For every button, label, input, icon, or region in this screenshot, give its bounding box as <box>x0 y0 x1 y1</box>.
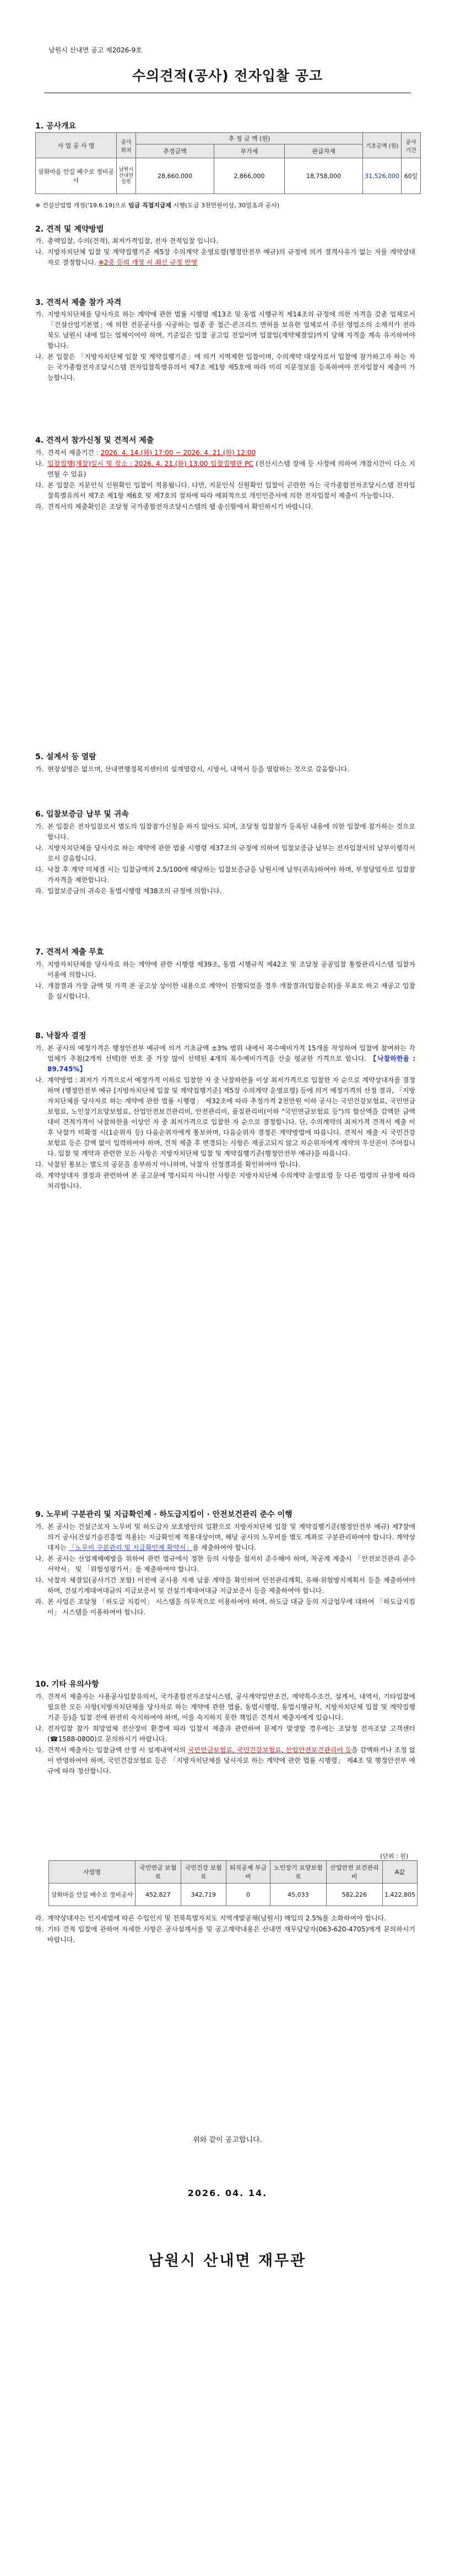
col-estimate: 추 정 금 액 (원) <box>136 133 363 144</box>
list-item: 라. 입찰보증금의 귀속은 동법시행령 제38조의 규정에 의합니다. <box>35 887 222 895</box>
section-7-body <box>35 959 415 1002</box>
list-item: 나. 계약방법 : 최저가 가격으로서 예정가격 이하로 입찰한 자 중 낙찰하한율 이상 최저가격으로 입찰한 자 순으로 계약상대자를 결정하며 (행정안전부 예규 [지방자치단체 입찰 및 계약집행기준] 제5장 수의계약 운영요령) 등에 의거 예정가격의 산정 결과, 「지방자치단체를 당사자로 하는 계약에 관한 법률 시행령」 제32조에 따라 추정가격 2천만원 이하 공사는 국민건강보험료, 국민연금보험료, 노인장기요양보험료, 산업안전보건관리비, 안전관리비, 품질관리비(이하 "국민연금보험료 등")의 합산액을 감액한 금액 대비 견적가격이 낙찰하한율 이상인 자 중 최저가격으로 입찰한 자 순으로 결정합니다. 단, 수의계약의 최저가격 견적서 제출 이후 낙찰가 미확정 시(1순위자 등) 다음순위자에게 통보하며, 다음순위자 결정은 계약방법에 따릅니다. 견적서 제출 시 국민건강보험료 등은 감액 없이 입력하여야 하며, 견적 제출 후 변경되는 사항은 재공고되지 않고 차순위자에게 계약의 우선권이 주어집니다. 입찰 및 계약과 관련한 모든 사항은 지방자치단체 입찰 및 계약집행기준(행정안전부 예규)을 따릅니다. <box>35 1076 415 1157</box>
section-4-body <box>35 448 415 513</box>
section-5-heading: 5. 설계서 등 열람 <box>35 753 96 761</box>
cell-a-value: 1,422,805 <box>382 1883 417 1906</box>
section-10-body <box>35 1692 415 1777</box>
col-safety: 산업안전 보건관리비 <box>326 1861 382 1883</box>
list-item: 가. 견적서 제출기간 : 2026. 4. 14.(화) 17:00 ~ 2026. 4. 21.(화) 12:00 <box>35 449 256 457</box>
list-item: 가. 본 공사는 건설근로자 노무비 및 하도급자 보호방안의 일환으로 지방자치단체 입찰 및 계약집행기준(행정안전부 예규) 제7장에 의거 공사(건설기술진흥법 적용)는 지급확인제 적용대상이며, 해당 공사의 노무비를 별도 계좌로 구분관리하여야 합니다. 계약상대자는 「노무비 구분관리 및 지급확인제 확약서」를 제출하여야 합니다. <box>35 1523 415 1552</box>
list-item: 라. 계약상대자는 인지세법에 따른 수입인지 및 전북특별자치도 지역개발공채(남원시) 매입의 2.5%를 소화하여야 합니다. <box>35 1914 387 1922</box>
unit-label: (단위 : 원) <box>380 1853 409 1860</box>
cell-est-total: 28,660,000 <box>136 158 214 194</box>
col-base-amount: 기초금액 (원) <box>363 133 402 158</box>
section-9-heading: 9. 노무비 구분관리 및 지급확인제 · 하도급지킴이 · 안전보건관리 준수 이행 <box>35 1510 292 1519</box>
notice-number: 남원시 산내면 공고 제2026-9호 <box>48 46 142 54</box>
cell-project-name: 삼화마을 안길 배수로 정비공사 <box>36 158 117 194</box>
list-item: 라. 견적서의 제출확인은 조달청 국가종합전자조달시스템의 웹 송신함에서 확인하시기 바랍니다. <box>35 503 313 511</box>
cell-vat: 2,866,000 <box>214 158 285 194</box>
table-row <box>49 1883 418 1906</box>
col-vat: 부가세 <box>214 144 285 158</box>
section-2-heading: 2. 견적 및 계약방법 <box>35 225 104 234</box>
list-item: 다. 본 입찰은 지문인식 신원확인 입찰이 적용됩니다. 다만, 지문인식 신원확인 입찰이 곤란한 자는 국가종합전자조달시스템 전자입찰특별유의서 제7조 제1항 제6호 및 제7호의 절차에 따라 예외적으로 개인인증서에 의한 전자입찰서 제출이 가능합니다. <box>35 481 415 500</box>
list-item: 나. 입찰집행(개찰)일시 및 장소 : 2026. 4. 21.(화) 13:00 입찰집행관 PC (전산시스템 장애 등 사정에 의하여 개찰시간이 다소 지연될 수 있음) <box>35 460 415 478</box>
cell-base-amount: 31,526,000 <box>363 158 402 194</box>
section-3-heading: 3. 견적서 제출 참가 자격 <box>35 298 122 307</box>
section-8-heading: 8. 낙찰자 결정 <box>35 1032 86 1040</box>
issuer-name: 남원시 산내면 재무관 <box>148 2252 307 2269</box>
section-2-body <box>35 236 415 269</box>
col-project: 사업명 <box>49 1861 136 1883</box>
col-retirement: 퇴직공제 부금비 <box>226 1861 270 1883</box>
cell-safety: 582,226 <box>326 1883 382 1906</box>
project-overview-table <box>35 132 421 194</box>
list-item: 가. 지방자치단체를 당사자로 하는 계약에 관한 법률 시행령 제13조 및 동법 시행규칙 제14조의 규정에 의한 자격을 갖춘 업체로서 「건설산업기본법」에 의한 전문공사를 시공하는 업종 중 철근·콘크리트 면허를 보유한 업체로서 주된 영업소의 소재지가 전라북도 남원시 내에 있는 업체이어야 하며, 기준일은 입찰 공고일 전일이며 입찰일(계약체결일)까지 당해 자격을 계속 유지하여야 합니다. <box>35 310 415 350</box>
section-7-heading: 7. 견적서 제출 무효 <box>35 948 104 957</box>
cell-pension: 452,827 <box>136 1883 181 1906</box>
notice-date: 2026. 04. 14. <box>187 2188 268 2198</box>
col-a-value: A값 <box>382 1861 417 1883</box>
cell-health: 342,719 <box>181 1883 226 1906</box>
list-item: 가. 지방자치단체를 당사자로 하는 계약에 관한 시행령 제39조, 동법 시행규칙 제42조 및 조달청 공공입찰 통합관리시스템 입찰자 이용에 의합니다. <box>35 960 415 979</box>
section-6-body <box>35 822 415 897</box>
section-8-body <box>35 1043 415 1192</box>
section-5-body <box>35 764 415 775</box>
list-item: 나. 개찰결과 가장 금액 및 가격 본 공고상 상이한 내용으로 계약이 진행되었을 경우 개찰결과(입찰순위)를 무효로 하고 재공고 입찰을 실시합니다. <box>35 982 415 1000</box>
col-location: 공사위치 <box>117 133 136 158</box>
list-item: 다. 낙찰자 체결일(공사기간 포함) 이전에 공사용 자재 납품 계약을 확인하여 안전관리계획, 유해·위험방지계획서 등을 제출하여야 하며, 건설기계대여대금의 지급보증서 및 건설기계대여대금 지급보증서 등을 제출하여야 합니다. <box>35 1576 415 1595</box>
insurance-fee-table <box>48 1860 418 1906</box>
col-est-total: 추정금액 <box>136 144 214 158</box>
list-item: 가. 견적서 제출자는 사용공사입찰유의서, 국가종합전자조달시스템, 공사계약일반조건, 계약특수조건, 설계서, 내역서, 기타입찰에 필요한 모든 사항(지방자치단체를 당사자로 하는 계약에 관한 법률, 동법시행령, 동법시행규칙, 지방자치단체 입찰 및 계약집행기준 등)을 입찰 전에 완전히 숙지하여야 하며, 이를 숙지하지 못한 책임은 견적서 제출자에게 있습니다. <box>35 1693 415 1721</box>
list-item: 나. 본 공사는 산업재해예방을 위하여 관련 법규에서 정한 등의 사항을 철저히 준수해야 하며, 착공계 제출시 「안전보건관리 준수 서약서」 및 「위험성평가서」를 제출하여야 합니다. <box>35 1555 415 1573</box>
list-item: 나. 지방자치단체를 당사자로 하는 계약에 관한 법률 시행령 제37조의 규정에 의하여 입찰보증금 납부는 전자입찰서의 납부이행각서로서 갈음합니다. <box>35 844 415 862</box>
list-item: 다. 낙찰된 통보는 별도의 공문을 송부하지 아니하며, 낙찰자 선정결과를 확인하여야 합니다. <box>35 1161 301 1168</box>
list-item: 가. 본 입찰은 전자입찰로서 별도의 입찰참가신청을 하지 않아도 되며, 조달청 입찰참가 등록된 내용에 의한 입찰에 참가하는 것으로 합니다. <box>35 823 415 841</box>
section-10-heading: 10. 기타 유의사항 <box>35 1680 99 1689</box>
col-longterm-care: 노인장기 요양보험료 <box>270 1861 327 1883</box>
list-item: 가. 본 공사의 예정가격은 행정안전부 예규에 의거 기초금액 ±3% 범위 내에서 복수예비가격 15개를 작성하여 입찰에 참여하는 각 업체가 추첨(2개씩 선택)한 번호 중 가장 많이 선택된 4개의 복수예비가격을 산술 평균한 가격으로 합니다. 【낙찰하한율 : 89.745%】 <box>35 1044 415 1073</box>
wage-payment-note: ※ 건설산업법 개정('19.6.19)으로 임금 직접지급제 시행(도급 3천만원이상, 30일초과 공사) <box>35 202 279 209</box>
list-item: 다. 견적서 제출자는 입찰금액 산정 시 설계내역서의 국민연금보험료, 국민건강보험료, 산업안전보건관리비 등을 감액하거나 조정 없이 반영하여야 하며, 국민건강보험료 등은 「지방자치단체를 당사자로 하는 계약에 관한 법률 시행령」 제4조 및 행정안전부 예규에 따라 정산합니다. <box>35 1746 415 1775</box>
notice-closing: 위와 같이 공고합니다. <box>193 2136 262 2144</box>
cell-longterm-care: 45,033 <box>270 1883 327 1906</box>
cell-project: 삼화마을 안길 배수로 정비공사 <box>49 1883 136 1906</box>
col-period: 공사 기간 <box>402 133 421 158</box>
list-item: 나. 지방자치단체 입찰 및 계약집행기준 제5장 수의계약 운영요령(행정안전부 예규)의 규정에 의거 결격사유가 없는 자를 계약상대자로 결정합니다. ※2중 등의 개정 시 최신 규정 반영 <box>35 248 415 266</box>
col-materials: 관급자재 <box>284 144 362 158</box>
section-3-body <box>35 309 415 384</box>
cell-retirement: 0 <box>226 1883 270 1906</box>
list-item: 라. 본 사업은 조달청 「하도급 지킴이」 시스템을 의무적으로 이용하여야 하며, 하도급 대금 등의 지급업무에 대하여 「하도급지킴이」 시스템을 이용하여야 합니다. <box>35 1598 415 1616</box>
col-project-name: 사 업 공 사 명 <box>36 133 117 158</box>
col-health: 국민건강 보험료 <box>181 1861 226 1883</box>
list-item: 다. 낙찰 후 계약 미체결 시는 입찰금액의 2.5/100에 해당하는 입찰보증금을 남원시에 납부(귀속)하여야 하며, 부정당업자로 입찰참가자격을 제한합니다. <box>35 866 415 884</box>
list-item: 가. 현장설명은 없으며, 산내면행정복지센터의 설계열람시, 시방서, 내역서 등을 열람하는 것으로 갈음합니다. <box>35 765 350 773</box>
section-4-heading: 4. 견적서 참가신청 및 견적서 제출 <box>35 436 154 445</box>
list-item: 라. 계약상대자 결정과 관련하여 본 공고문에 명시되지 아니한 사항은 지방자치단체 수의계약 운영요령 등 다른 법령의 규정에 따라 처리합니다. <box>35 1172 415 1190</box>
table-row <box>36 158 421 194</box>
cell-materials: 18,758,000 <box>284 158 362 194</box>
list-item: 가. 총액입찰, 수의(견적), 최저가격입찰, 전자 견적입찰 입니다. <box>35 237 219 245</box>
list-item: 나. 본 입찰은 「지방자치단체 입찰 및 계약집행기준」에 의거 지역제한 입찰이며, 수의계약 대상자로서 입찰에 참가하고자 하는 자는 국가종합전자조달시스템 전자입찰특별유의서 제7조 제1항 제5호에 따라 미리 지문정보를 등록하여야 전자입찰서 제출이 가능합니다. <box>35 353 415 382</box>
list-item: 나. 전자입찰 참가 희망업체 전산장비 환경에 따라 입찰서 제출과 관련하여 문제가 발생할 경우에는 조달청 전자조달 고객센터(☎1588-0800)로 문의하시기 바랍니다. <box>35 1725 415 1743</box>
section-9-body <box>35 1522 415 1618</box>
list-item: 마. 기타 견적 입찰에 관하여 자세한 사항은 공사설계서를 및 공고계약내용은 산내면 재무담당자(063-620-4705)에게 문의하시기 바랍니다. <box>35 1925 415 1944</box>
cell-location: 남원시 산내면 일원 <box>117 158 136 194</box>
document-title: 수의견적(공사) 전자입찰 공고 <box>132 68 323 84</box>
section-10-more <box>35 1913 415 1946</box>
col-pension: 국민연금 보험료 <box>136 1861 181 1883</box>
section-1-heading: 1. 공사개요 <box>35 122 77 131</box>
section-6-heading: 6. 입찰보증금 납부 및 귀속 <box>35 810 129 819</box>
cell-period: 60일 <box>402 158 421 194</box>
